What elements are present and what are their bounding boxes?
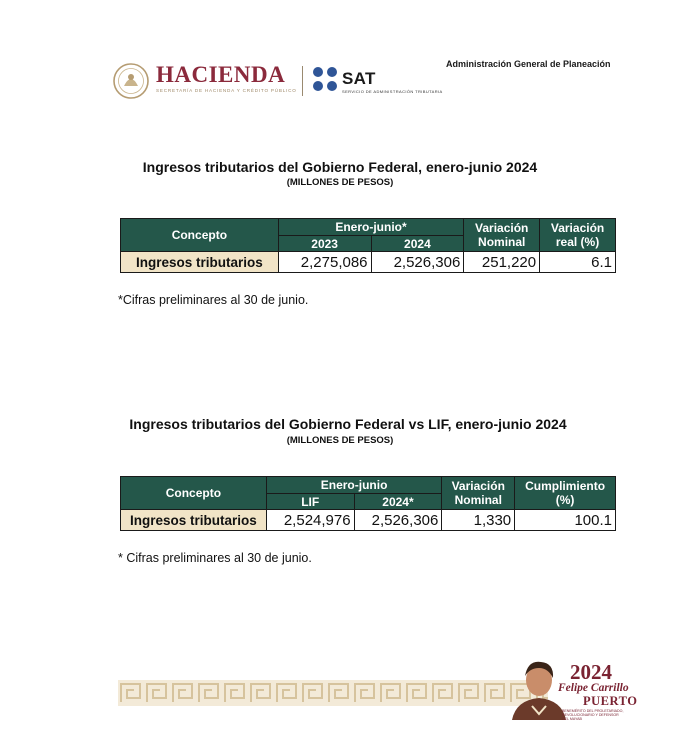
table1-cell-var-nominal: 251,220 — [464, 252, 540, 273]
table2-header-period: Enero-junio — [266, 477, 442, 494]
header-divider — [302, 66, 303, 96]
table2-note: * Cifras preliminares al 30 de junio. — [118, 551, 312, 565]
table-row — [121, 510, 616, 531]
sat-subtitle: SERVICIO DE ADMINISTRACIÓN TRIBUTARIA — [342, 89, 443, 94]
table1-header-concepto: Concepto — [121, 219, 279, 252]
table1-cell-2024: 2,526,306 — [371, 252, 464, 273]
office-name: Administración General de Planeación — [446, 59, 611, 69]
table1-header-period: Enero-junio* — [278, 219, 464, 236]
table1-header-var-real: Variación real (%) — [540, 219, 616, 252]
table1-row-concepto: Ingresos tributarios — [121, 252, 279, 273]
footer-tagline: BENEMÉRITO DEL PROLETARIADO, REVOLUCIONARIO Y DEFENSOR DEL MAYAB — [562, 709, 624, 721]
table1-header-2023: 2023 — [278, 236, 371, 252]
table2-header-cumplimiento: Cumplimiento (%) — [515, 477, 616, 510]
table2-header-lif: LIF — [266, 494, 354, 510]
table1-cell-var-real: 6.1 — [540, 252, 616, 273]
sat-logo-text: SAT — [342, 69, 376, 88]
footer-year: 2024 — [570, 660, 612, 684]
decorative-pattern-band — [118, 680, 548, 706]
table2-cell-2024: 2,526,306 — [354, 510, 442, 531]
footer-name-line2: PUERTO — [583, 694, 638, 708]
table2-subtitle: (MILLONES DE PESOS) — [286, 435, 394, 446]
table2-header-concepto: Concepto — [121, 477, 267, 510]
table2-cell-var-nominal: 1,330 — [442, 510, 515, 531]
footer-name-line1: Felipe Carrillo — [558, 682, 629, 694]
table2-row-concepto: Ingresos tributarios — [121, 510, 267, 531]
table2-header-var-nominal: Variación Nominal — [442, 477, 515, 510]
sat-logo-icon — [312, 66, 338, 92]
hacienda-subtitle: SECRETARÍA DE HACIENDA Y CRÉDITO PÚBLICO — [156, 88, 297, 93]
table1-note: *Cifras preliminares al 30 de junio. — [118, 293, 309, 307]
table2-header-2024: 2024* — [354, 494, 442, 510]
mexico-seal-icon — [112, 62, 150, 100]
table2 — [120, 476, 616, 531]
table-row — [121, 252, 616, 273]
table1-title: Ingresos tributarios del Gobierno Federal, enero-junio 2024 — [142, 159, 538, 175]
table1-cell-2023: 2,275,086 — [278, 252, 371, 273]
hacienda-logo-text: HACIENDA — [156, 62, 286, 87]
table2-title: Ingresos tributarios del Gobierno Federal vs LIF, enero-junio 2024 — [129, 416, 567, 432]
table1-subtitle: (MILLONES DE PESOS) — [286, 177, 394, 188]
table1-header-2024: 2024 — [371, 236, 464, 252]
table1-header-var-nominal: Variación Nominal — [464, 219, 540, 252]
table2-cell-lif: 2,524,976 — [266, 510, 354, 531]
table1 — [120, 218, 616, 273]
table2-cell-cumplimiento: 100.1 — [515, 510, 616, 531]
